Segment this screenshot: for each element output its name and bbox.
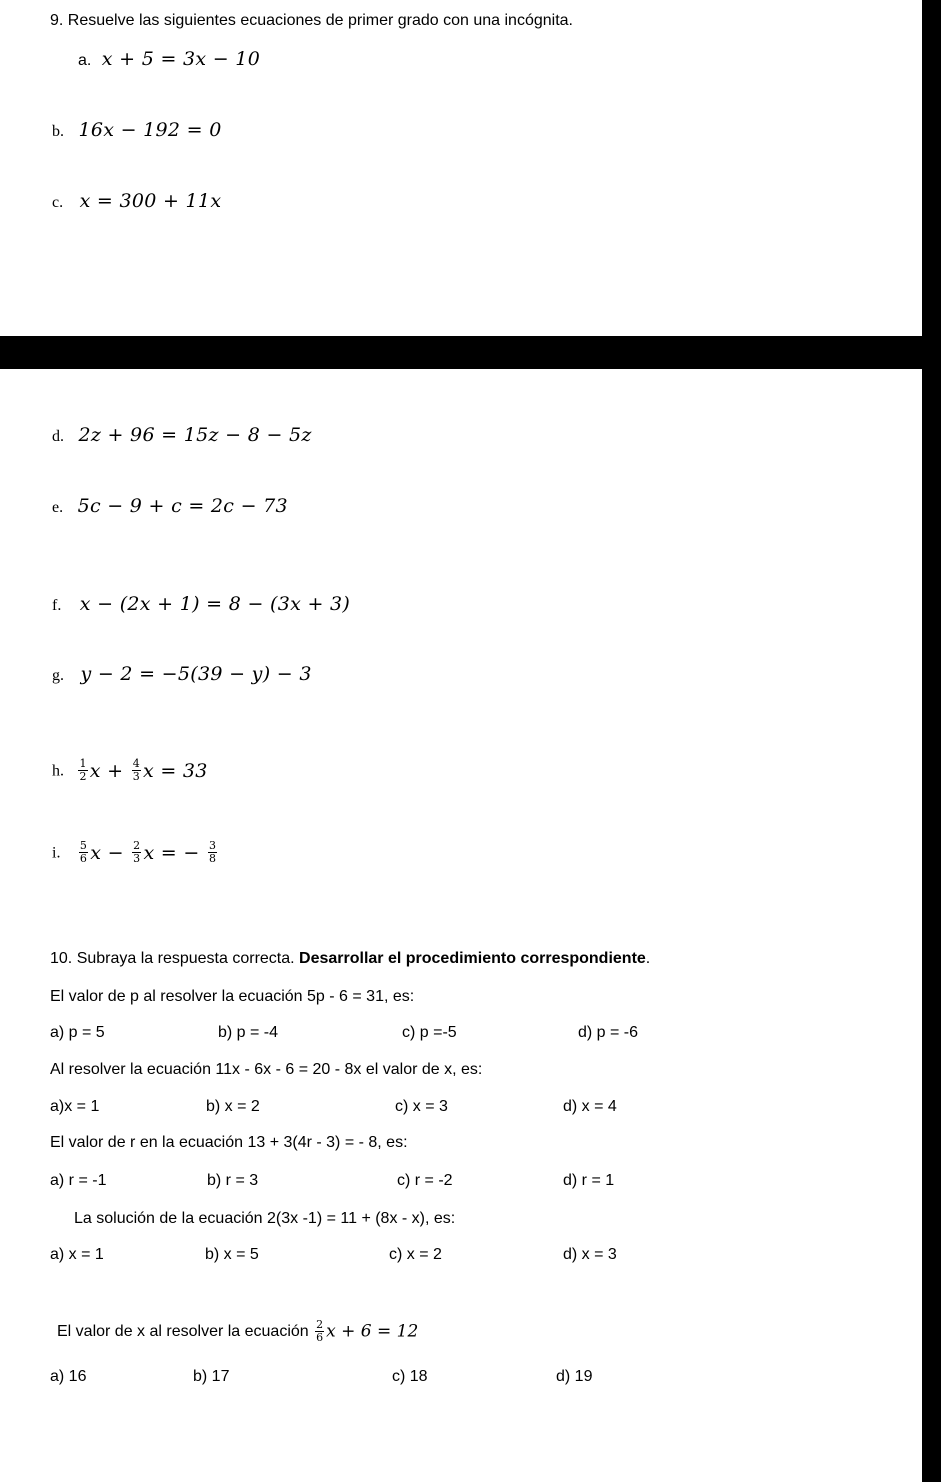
item-label: a. (78, 52, 92, 69)
option-d[interactable]: d) p = -6 (578, 1024, 639, 1041)
option-b[interactable]: b) x = 2 (206, 1098, 260, 1115)
option-c[interactable]: c) p =-5 (402, 1024, 457, 1041)
equation: x + 5 = 3x − 10 (101, 48, 261, 70)
option-d[interactable]: d) x = 4 (563, 1098, 617, 1115)
item-label: b. (52, 123, 64, 140)
equation: x = 300 + 11x (79, 190, 222, 212)
fraction: $\frac{4}{3}$ (132, 757, 140, 783)
page-break-band (0, 336, 941, 369)
item-label: f. (52, 597, 62, 614)
fraction: $\frac{1}{2}$ (79, 757, 87, 783)
option-b[interactable]: b) r = 3 (207, 1172, 259, 1189)
item-label: g. (52, 667, 64, 684)
item-label: d. (52, 428, 64, 445)
option-c[interactable]: c) x = 3 (395, 1098, 448, 1115)
q10-title: 10. Subraya la respuesta correcta. Desarrollar el procedimiento correspondiente. (50, 950, 651, 967)
equation-part: x − (90, 841, 124, 864)
q9-item-h (52, 758, 208, 783)
item-label: i. (52, 844, 61, 862)
option-b[interactable]: b) x = 5 (205, 1246, 259, 1263)
option-a[interactable]: a) r = -1 (50, 1172, 107, 1189)
q9-item-c (52, 190, 221, 212)
q9-item-f (52, 593, 350, 615)
equation: 5c − 9 + c = 2c − 73 (77, 495, 288, 517)
equation-part: x = − (143, 841, 200, 864)
q9-item-i (52, 840, 219, 865)
option-a[interactable]: a)x = 1 (50, 1098, 100, 1115)
option-a[interactable]: a) x = 1 (50, 1246, 104, 1263)
equation-part: x + (89, 759, 124, 782)
option-d[interactable]: d) r = 1 (563, 1172, 615, 1189)
q10-problem-3-question: El valor de r en la ecuación 13 + 3(4r - 3) = - 8, es: (50, 1134, 408, 1151)
option-c[interactable]: c) r = -2 (397, 1172, 453, 1189)
option-c[interactable]: c) x = 2 (389, 1246, 442, 1263)
q9-item-a (78, 48, 260, 70)
q10-problem-2-question: Al resolver la ecuación 11x - 6x - 6 = 20 - 8x el valor de x, es: (50, 1061, 483, 1078)
fraction: $\frac{5}{6}$ (79, 839, 88, 865)
q10-problem-4-question: La solución de la ecuación 2(3x -1) = 11 + (8x - x), es: (74, 1210, 456, 1227)
option-d[interactable]: d) x = 3 (563, 1246, 617, 1263)
option-c[interactable]: c) 18 (392, 1368, 428, 1385)
option-a[interactable]: a) 16 (50, 1368, 87, 1385)
equation-part: x = 33 (143, 759, 208, 782)
q10-problem-1-question: El valor de p al resolver la ecuación 5p - 6 = 31, es: (50, 988, 415, 1005)
q9-item-b (52, 119, 222, 141)
q9-title: 9. Resuelve las siguientes ecuaciones de primer grado con una incógnita. (50, 12, 573, 29)
q10-problem-5-question: El valor de x al resolver la ecuación $\frac{2}{6}$ x + 6 = 12 (57, 1318, 419, 1344)
equation: 16x − 192 = 0 (78, 119, 222, 141)
fraction: $\frac{3}{8}$ (208, 839, 217, 865)
q9-item-e (52, 495, 288, 517)
q9-item-d (52, 424, 312, 446)
item-label: e. (52, 499, 64, 516)
fraction: $\frac{2}{6}$ (316, 1318, 324, 1344)
equation: 2z + 96 = 15z − 8 − 5z (78, 424, 312, 446)
right-edge-bar (922, 0, 941, 1482)
item-label: c. (52, 194, 64, 211)
option-d[interactable]: d) 19 (556, 1368, 593, 1385)
item-label: h. (52, 762, 64, 780)
q9-item-g (52, 663, 312, 685)
equation: x − (2x + 1) = 8 − (3x + 3) (79, 593, 351, 615)
equation: y − 2 = −5(39 − y) − 3 (80, 663, 312, 685)
fraction: $\frac{2}{3}$ (133, 839, 141, 865)
option-a[interactable]: a) p = 5 (50, 1024, 105, 1041)
option-b[interactable]: b) p = -4 (218, 1024, 279, 1041)
option-b[interactable]: b) 17 (193, 1368, 230, 1385)
